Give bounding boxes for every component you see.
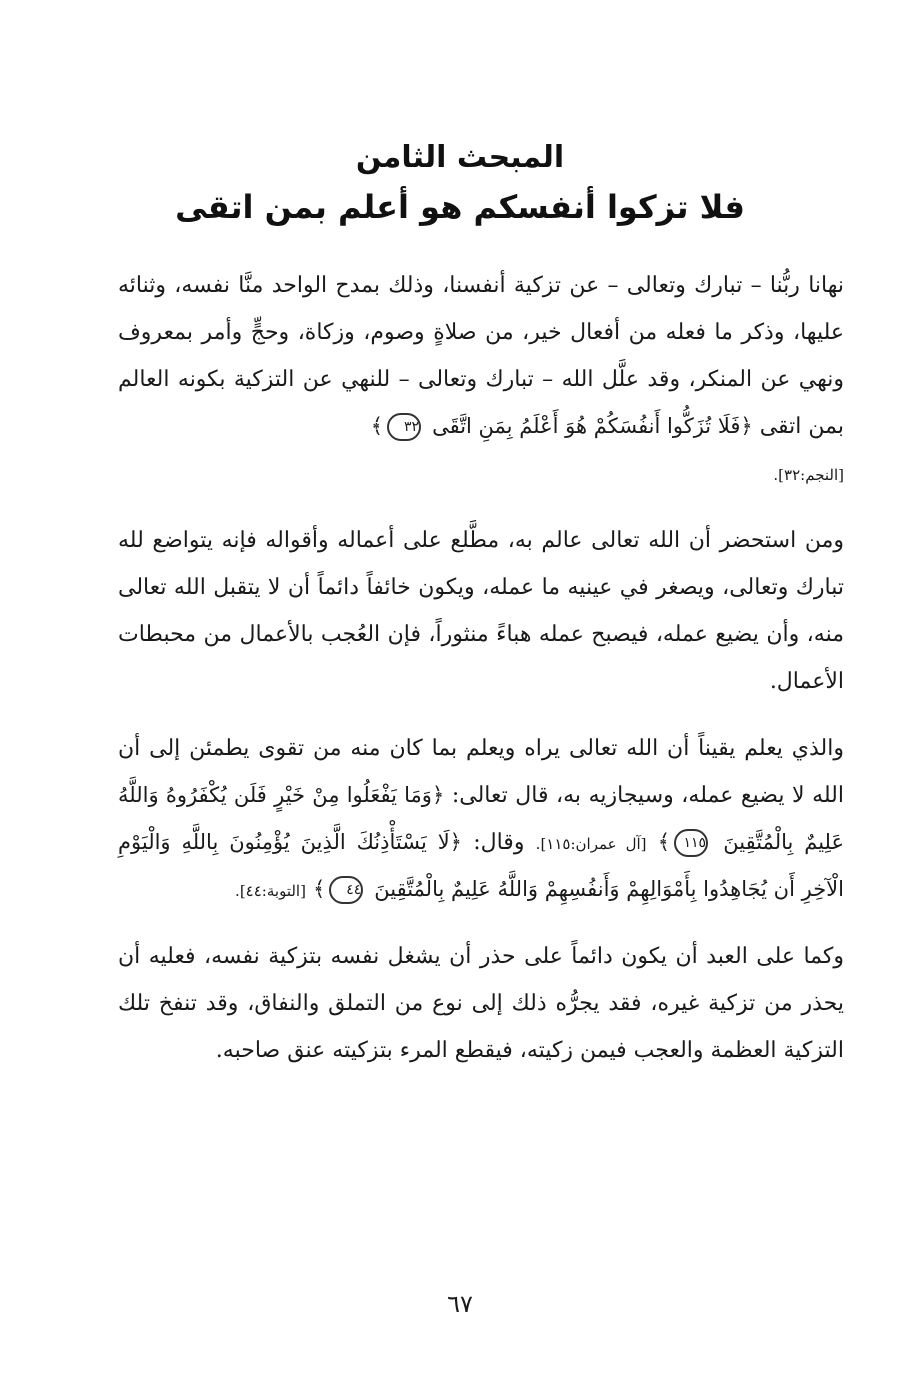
verse-reference: [التوبة:٤٤].	[235, 882, 306, 900]
verse-close-bracket: ﴾	[370, 414, 384, 438]
paragraph-4-text: وكما على العبد أن يكون دائماً على حذر أن يشغل نفسه بتزكية نفسه، فعليه أن يحذر من تزكية غيره، فقد يجرُّه ذلك إلى نوع من التملق والنفاق، وقد تنفخ تلك التزكية العظمة والعجب فيمن زكيته، فيقطع المرء بتزكيته عنق صاحبه.	[118, 944, 844, 1063]
verse-reference: [آل عمران:١١٥].	[535, 835, 647, 853]
body-text	[118, 262, 844, 1094]
ayah-number-mark: ٤٤	[329, 876, 363, 904]
verse-close-bracket: ﴾	[312, 877, 326, 901]
quran-verse: ﴿فَلَا تُزَكُّوا أَنفُسَكُمْ هُوَ أَعْلَمُ بِمَنِ اتَّقَى	[432, 414, 753, 438]
paragraph-3-text-continued: وقال:	[473, 830, 525, 855]
paragraph-2-text: ومن استحضر أن الله تعالى عالم به، مطَّلع على أعماله وأقواله فإنه يتواضع لله تبارك وتعالى، ويصغر في عينيه ما عمله، ويكون خائفاً دائماً أن لا يتقبل الله تعالى منه، وأن يضيع عمله، فيصبح عمله هباءً منثوراً، فإن العُجب بالأعمال من محبطات الأعمال.	[118, 528, 844, 694]
paragraph-2	[118, 517, 844, 705]
verse-reference: [النجم:٣٢].	[773, 466, 844, 484]
quran-verse: ﴿وَمَا يَفْعَلُوا مِنْ خَيْرٍ فَلَن يُكْفَرُوهُ وَاللَّهُ عَلِيمٌ بِالْمُتَّقِينَ	[118, 783, 845, 854]
ayah-number-mark: ١١٥	[674, 829, 708, 857]
paragraph-1	[118, 262, 844, 497]
paragraph-4	[118, 933, 844, 1074]
verse-close-bracket: ﴾	[657, 830, 671, 854]
page-number: ٦٧	[447, 1290, 473, 1318]
paragraph-1-text: نهانا ربُّنا – تبارك وتعالى – عن تزكية أنفسنا، وذلك بمدح الواحد منَّا نفسه، وثنائه عليها، وذكر ما فعله من أفعال خير، من صلاةٍ وصوم، وزكاة، وحجٍّ وأمر بمعروف ونهي عن المنكر، وقد علَّل الله – تبارك وتعالى – للنهي عن التزكية بكونه العالم بمن اتقى	[118, 273, 844, 439]
section-subtitle: فلا تزكوا أنفسكم هو أعلم بمن اتقى	[175, 188, 745, 226]
section-title: المبحث الثامن	[355, 140, 565, 175]
paragraph-3	[118, 725, 844, 913]
quran-verse: ﴿لَا يَسْتَأْذِنُكَ الَّذِينَ يُؤْمِنُونَ بِاللَّهِ وَالْيَوْمِ الْآخِرِ أَن يُجَاهِدُوا بِأَمْوَالِهِمْ وَأَنفُسِهِمْ وَاللَّهُ عَلِيمٌ بِالْمُتَّقِينَ	[118, 830, 844, 901]
ayah-number-mark: ٣٢	[387, 413, 421, 441]
paragraph-3-text: والذي يعلم يقيناً أن الله تعالى يراه ويعلم بما كان منه من تقوى يطمئن إلى أن الله لا يضيع عمله، وسيجازيه به، قال تعالى:	[118, 736, 844, 808]
